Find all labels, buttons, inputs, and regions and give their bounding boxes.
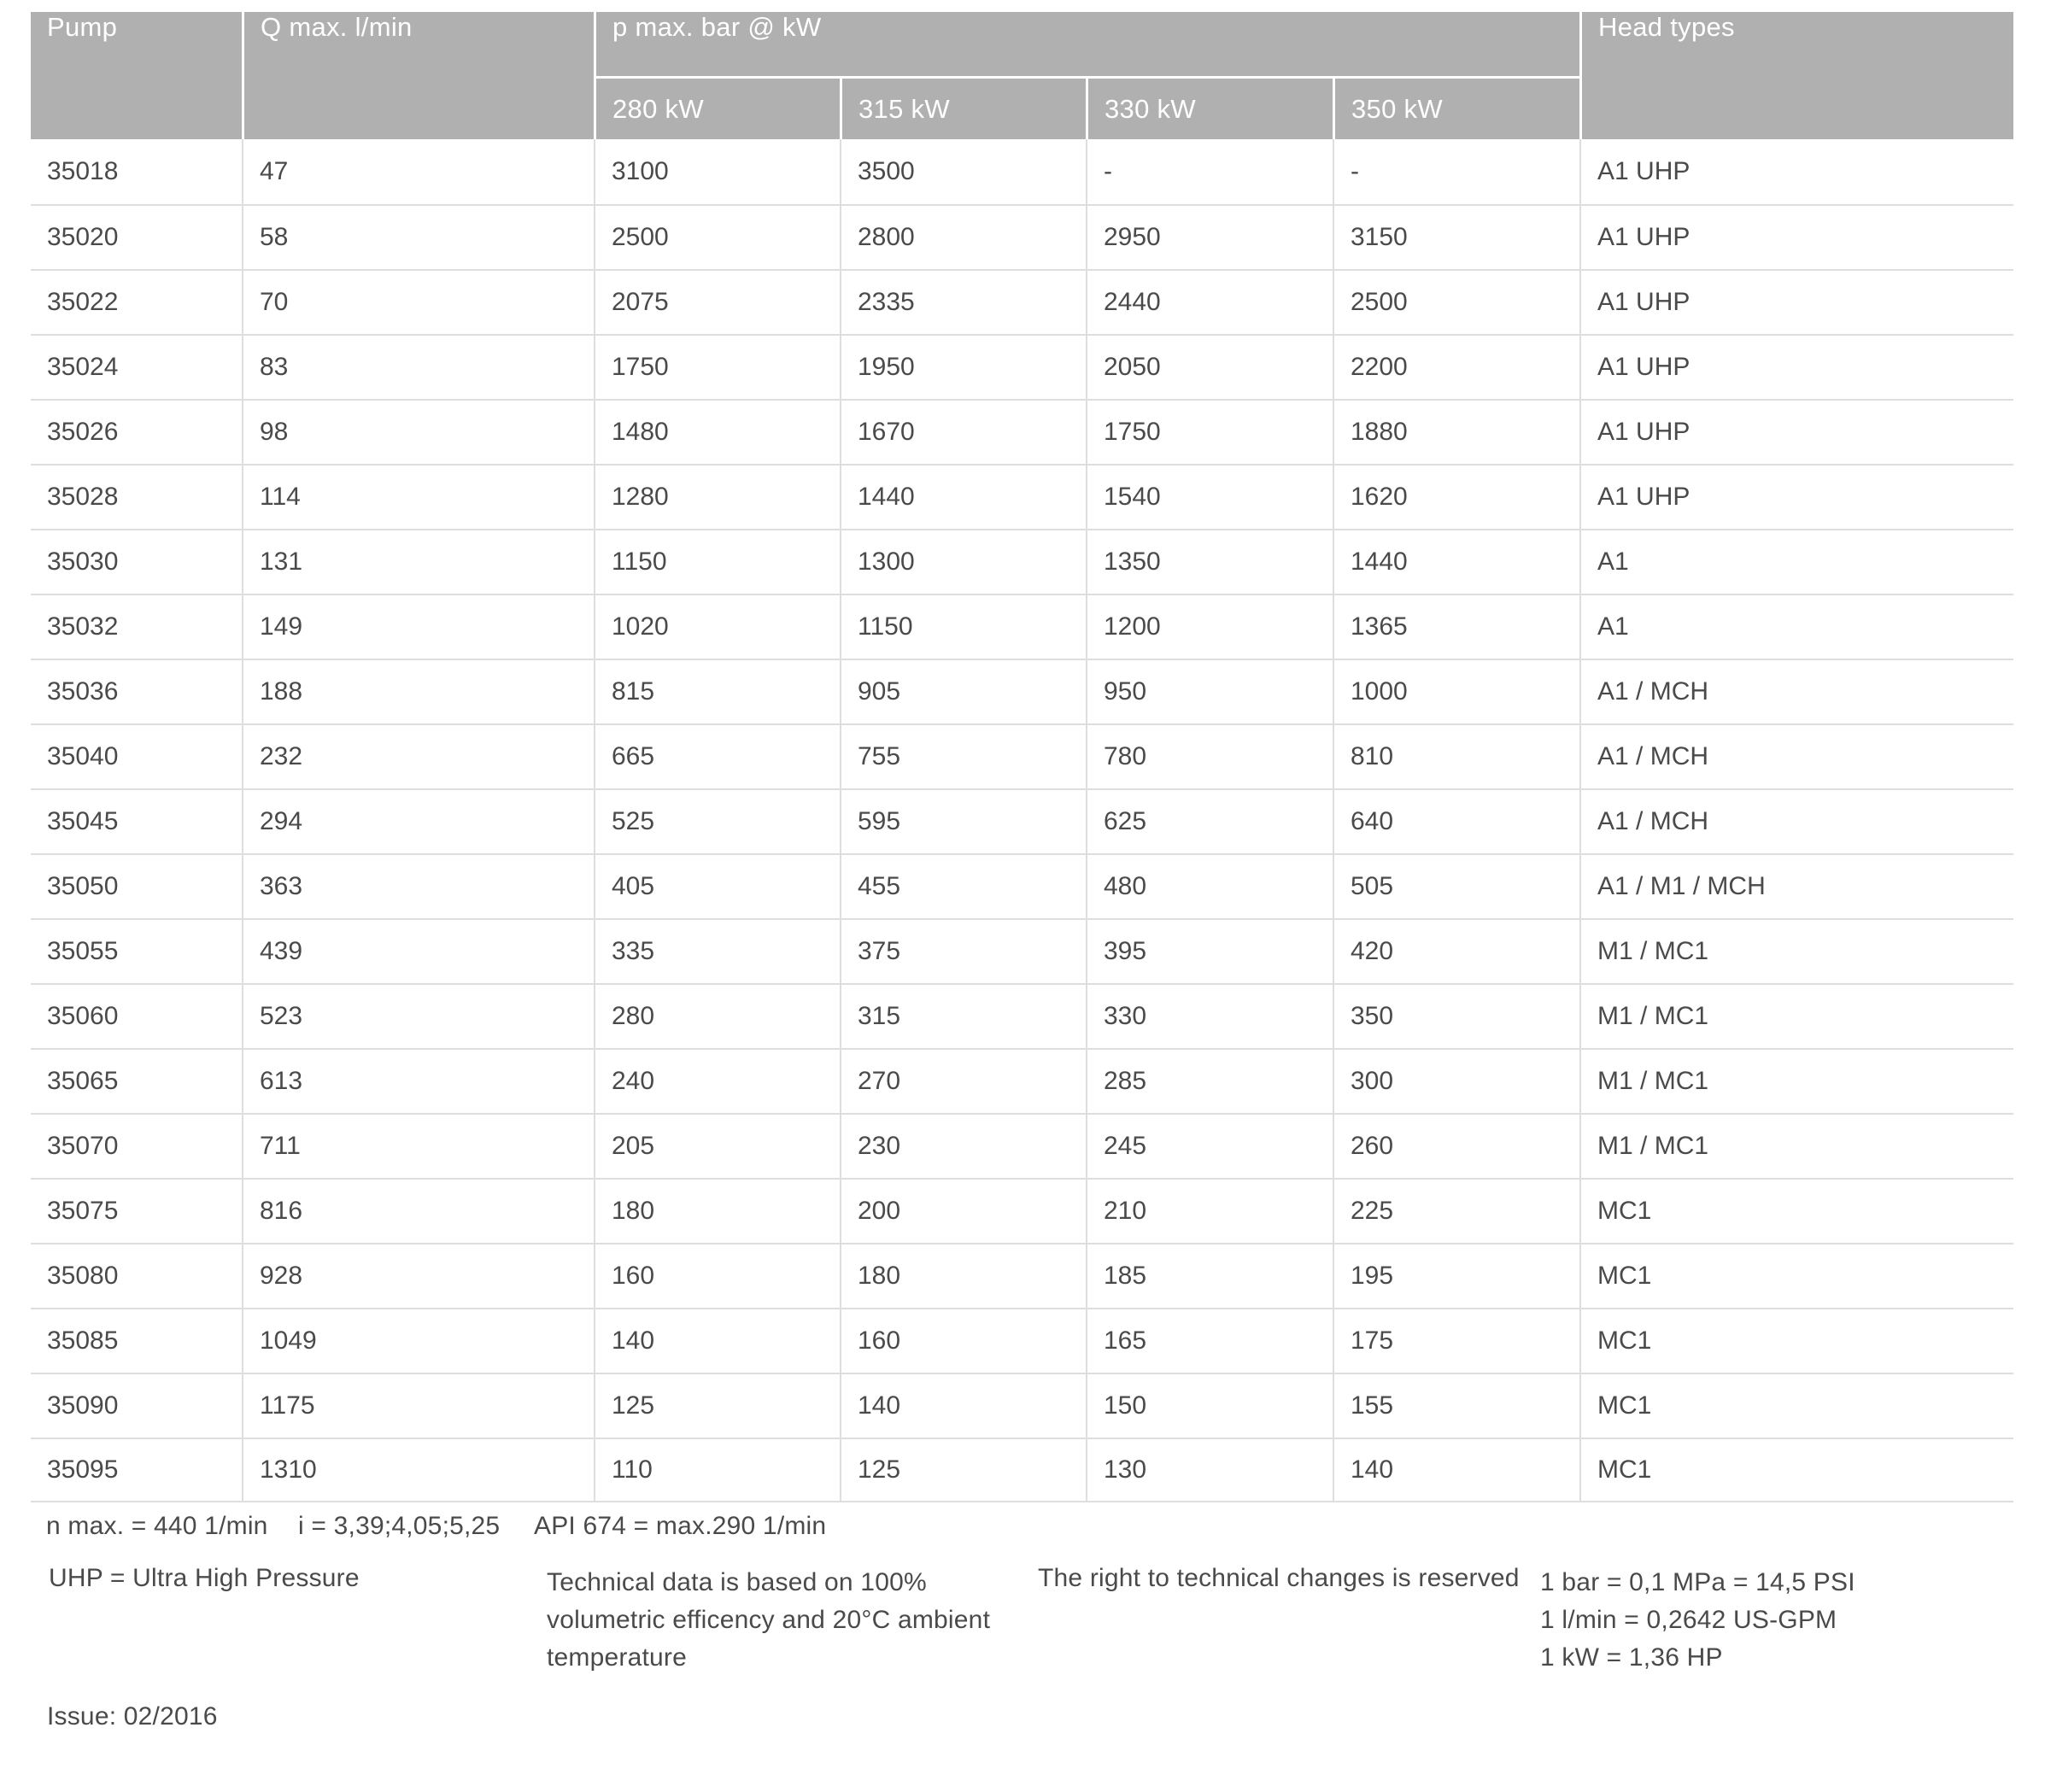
table-row xyxy=(31,399,2013,464)
cell-p-350kw: 155 xyxy=(1333,1373,1579,1438)
cell-p-350kw: 3150 xyxy=(1333,204,1579,269)
cell-head-types: MC1 xyxy=(1579,1308,2013,1373)
cell-p-350kw: 1365 xyxy=(1333,594,1579,659)
cell-p-280kw: 1020 xyxy=(594,594,840,659)
cell-p-330kw: 150 xyxy=(1086,1373,1333,1438)
cell-p-280kw: 405 xyxy=(594,853,840,918)
cell-p-315kw: 755 xyxy=(840,723,1086,788)
cell-p-330kw: 1350 xyxy=(1086,529,1333,594)
cell-pump: 35055 xyxy=(31,918,242,983)
table-row xyxy=(31,529,2013,594)
cell-head-types: A1 UHP xyxy=(1579,399,2013,464)
cell-q-max: 131 xyxy=(242,529,594,594)
cell-p-315kw: 315 xyxy=(840,983,1086,1048)
table-row xyxy=(31,918,2013,983)
cell-p-315kw: 375 xyxy=(840,918,1086,983)
cell-p-330kw: 165 xyxy=(1086,1308,1333,1373)
table-row xyxy=(31,659,2013,723)
cell-p-330kw: - xyxy=(1086,139,1333,204)
conversion-bar: 1 bar = 0,1 MPa = 14,5 PSI xyxy=(1540,1568,1855,1596)
cell-p-330kw: 130 xyxy=(1086,1438,1333,1502)
cell-p-350kw: - xyxy=(1333,139,1579,204)
cell-pump: 35032 xyxy=(31,594,242,659)
table-row xyxy=(31,1373,2013,1438)
cell-head-types: M1 / MC1 xyxy=(1579,1048,2013,1113)
cell-p-280kw: 160 xyxy=(594,1243,840,1308)
cell-pump: 35075 xyxy=(31,1178,242,1243)
column-header-p-max-group: p max. bar @ kW xyxy=(594,12,1579,76)
cell-head-types: A1 UHP xyxy=(1579,334,2013,399)
cell-p-315kw: 905 xyxy=(840,659,1086,723)
cell-p-280kw: 140 xyxy=(594,1308,840,1373)
cell-pump: 35040 xyxy=(31,723,242,788)
cell-p-315kw: 270 xyxy=(840,1048,1086,1113)
cell-head-types: A1 xyxy=(1579,529,2013,594)
cell-p-330kw: 480 xyxy=(1086,853,1333,918)
cell-q-max: 1175 xyxy=(242,1373,594,1438)
table-row xyxy=(31,1243,2013,1308)
table-row xyxy=(31,1438,2013,1502)
footnote-i-ratios: i = 3,39;4,05;5,25 xyxy=(298,1512,501,1540)
cell-q-max: 83 xyxy=(242,334,594,399)
cell-p-350kw: 350 xyxy=(1333,983,1579,1048)
cell-p-350kw: 260 xyxy=(1333,1113,1579,1178)
table-row xyxy=(31,334,2013,399)
cell-p-350kw: 1000 xyxy=(1333,659,1579,723)
cell-p-280kw: 335 xyxy=(594,918,840,983)
cell-pump: 35036 xyxy=(31,659,242,723)
column-header-q-max: Q max. l/min xyxy=(242,12,594,139)
table-row xyxy=(31,788,2013,853)
table-row xyxy=(31,1178,2013,1243)
cell-head-types: MC1 xyxy=(1579,1243,2013,1308)
footnote-api-674: API 674 = max.290 1/min xyxy=(534,1512,827,1540)
cell-p-280kw: 280 xyxy=(594,983,840,1048)
cell-pump: 35026 xyxy=(31,399,242,464)
issue-label: Issue: 02/2016 xyxy=(47,1702,218,1731)
cell-p-350kw: 1620 xyxy=(1333,464,1579,529)
cell-p-315kw: 3500 xyxy=(840,139,1086,204)
cell-p-315kw: 140 xyxy=(840,1373,1086,1438)
cell-pump: 35050 xyxy=(31,853,242,918)
cell-q-max: 363 xyxy=(242,853,594,918)
cell-p-315kw: 180 xyxy=(840,1243,1086,1308)
cell-p-280kw: 525 xyxy=(594,788,840,853)
cell-p-315kw: 1440 xyxy=(840,464,1086,529)
cell-p-350kw: 2200 xyxy=(1333,334,1579,399)
cell-q-max: 613 xyxy=(242,1048,594,1113)
cell-p-280kw: 1750 xyxy=(594,334,840,399)
column-header-350kw: 350 kW xyxy=(1333,76,1579,139)
cell-p-280kw: 205 xyxy=(594,1113,840,1178)
cell-p-280kw: 815 xyxy=(594,659,840,723)
cell-p-350kw: 505 xyxy=(1333,853,1579,918)
cell-head-types: A1 / MCH xyxy=(1579,723,2013,788)
cell-q-max: 1310 xyxy=(242,1438,594,1502)
footnote-n-max: n max. = 440 1/min xyxy=(46,1512,268,1540)
cell-p-330kw: 285 xyxy=(1086,1048,1333,1113)
column-header-315kw: 315 kW xyxy=(840,76,1086,139)
cell-p-280kw: 180 xyxy=(594,1178,840,1243)
cell-p-330kw: 780 xyxy=(1086,723,1333,788)
cell-p-330kw: 185 xyxy=(1086,1243,1333,1308)
cell-pump: 35070 xyxy=(31,1113,242,1178)
cell-head-types: MC1 xyxy=(1579,1373,2013,1438)
cell-head-types: A1 UHP xyxy=(1579,204,2013,269)
cell-q-max: 523 xyxy=(242,983,594,1048)
cell-q-max: 711 xyxy=(242,1113,594,1178)
cell-head-types: A1 UHP xyxy=(1579,269,2013,334)
table-header xyxy=(31,12,2013,139)
cell-p-315kw: 2335 xyxy=(840,269,1086,334)
table-row xyxy=(31,139,2013,204)
table-row xyxy=(31,269,2013,334)
cell-p-315kw: 1670 xyxy=(840,399,1086,464)
cell-p-315kw: 2800 xyxy=(840,204,1086,269)
cell-p-350kw: 640 xyxy=(1333,788,1579,853)
cell-p-350kw: 2500 xyxy=(1333,269,1579,334)
cell-p-280kw: 125 xyxy=(594,1373,840,1438)
cell-pump: 35085 xyxy=(31,1308,242,1373)
cell-p-350kw: 175 xyxy=(1333,1308,1579,1373)
cell-p-280kw: 240 xyxy=(594,1048,840,1113)
cell-p-350kw: 1880 xyxy=(1333,399,1579,464)
cell-head-types: A1 / MCH xyxy=(1579,659,2013,723)
cell-p-315kw: 1300 xyxy=(840,529,1086,594)
cell-p-350kw: 140 xyxy=(1333,1438,1579,1502)
cell-q-max: 1049 xyxy=(242,1308,594,1373)
cell-p-280kw: 3100 xyxy=(594,139,840,204)
cell-pump: 35028 xyxy=(31,464,242,529)
footnote-uhp: UHP = Ultra High Pressure xyxy=(49,1564,360,1592)
cell-p-330kw: 950 xyxy=(1086,659,1333,723)
cell-p-315kw: 1950 xyxy=(840,334,1086,399)
cell-p-330kw: 2950 xyxy=(1086,204,1333,269)
cell-head-types: A1 / MCH xyxy=(1579,788,2013,853)
cell-head-types: MC1 xyxy=(1579,1438,2013,1502)
cell-pump: 35020 xyxy=(31,204,242,269)
cell-q-max: 47 xyxy=(242,139,594,204)
cell-p-315kw: 160 xyxy=(840,1308,1086,1373)
cell-head-types: M1 / MC1 xyxy=(1579,918,2013,983)
table-row xyxy=(31,1113,2013,1178)
cell-p-330kw: 2440 xyxy=(1086,269,1333,334)
cell-p-280kw: 1480 xyxy=(594,399,840,464)
cell-q-max: 70 xyxy=(242,269,594,334)
table-row xyxy=(31,723,2013,788)
table-body xyxy=(31,139,2013,1502)
cell-p-315kw: 125 xyxy=(840,1438,1086,1502)
cell-q-max: 294 xyxy=(242,788,594,853)
cell-pump: 35060 xyxy=(31,983,242,1048)
cell-p-280kw: 110 xyxy=(594,1438,840,1502)
cell-q-max: 114 xyxy=(242,464,594,529)
cell-p-315kw: 200 xyxy=(840,1178,1086,1243)
cell-pump: 35045 xyxy=(31,788,242,853)
cell-q-max: 816 xyxy=(242,1178,594,1243)
cell-p-330kw: 1200 xyxy=(1086,594,1333,659)
conversion-lmin: 1 l/min = 0,2642 US-GPM xyxy=(1540,1606,1837,1634)
footnote-technical-data: Technical data is based on 100% volumetric efficency and 20°C ambient temperature xyxy=(547,1568,991,1672)
cell-pump: 35022 xyxy=(31,269,242,334)
cell-q-max: 98 xyxy=(242,399,594,464)
cell-p-330kw: 245 xyxy=(1086,1113,1333,1178)
table-row xyxy=(31,983,2013,1048)
cell-p-330kw: 1750 xyxy=(1086,399,1333,464)
cell-pump: 35095 xyxy=(31,1438,242,1502)
cell-head-types: A1 xyxy=(1579,594,2013,659)
cell-p-315kw: 230 xyxy=(840,1113,1086,1178)
cell-p-280kw: 665 xyxy=(594,723,840,788)
cell-q-max: 928 xyxy=(242,1243,594,1308)
cell-q-max: 149 xyxy=(242,594,594,659)
cell-q-max: 232 xyxy=(242,723,594,788)
cell-pump: 35018 xyxy=(31,139,242,204)
cell-p-280kw: 2075 xyxy=(594,269,840,334)
cell-p-330kw: 625 xyxy=(1086,788,1333,853)
pump-spec-table xyxy=(31,12,2013,1502)
column-header-330kw: 330 kW xyxy=(1086,76,1333,139)
cell-p-350kw: 225 xyxy=(1333,1178,1579,1243)
footnote-rights-reserved: The right to technical changes is reserved xyxy=(1038,1564,1520,1592)
column-header-pump: Pump xyxy=(31,12,242,139)
table-row xyxy=(31,594,2013,659)
column-header-280kw: 280 kW xyxy=(594,76,840,139)
table-row xyxy=(31,464,2013,529)
cell-p-330kw: 210 xyxy=(1086,1178,1333,1243)
cell-pump: 35080 xyxy=(31,1243,242,1308)
cell-head-types: A1 UHP xyxy=(1579,139,2013,204)
cell-p-350kw: 810 xyxy=(1333,723,1579,788)
cell-pump: 35030 xyxy=(31,529,242,594)
cell-head-types: A1 / M1 / MCH xyxy=(1579,853,2013,918)
cell-pump: 35065 xyxy=(31,1048,242,1113)
cell-p-350kw: 300 xyxy=(1333,1048,1579,1113)
table-row xyxy=(31,204,2013,269)
cell-p-330kw: 395 xyxy=(1086,918,1333,983)
conversion-kw: 1 kW = 1,36 HP xyxy=(1540,1643,1723,1672)
cell-p-330kw: 330 xyxy=(1086,983,1333,1048)
cell-head-types: A1 UHP xyxy=(1579,464,2013,529)
cell-q-max: 188 xyxy=(242,659,594,723)
cell-p-280kw: 1280 xyxy=(594,464,840,529)
cell-p-330kw: 2050 xyxy=(1086,334,1333,399)
table-row xyxy=(31,853,2013,918)
footnote-unit-conversions xyxy=(1540,1564,1855,1677)
table-row xyxy=(31,1308,2013,1373)
cell-p-350kw: 1440 xyxy=(1333,529,1579,594)
column-header-head-types: Head types xyxy=(1579,12,2013,139)
cell-p-350kw: 195 xyxy=(1333,1243,1579,1308)
cell-p-280kw: 2500 xyxy=(594,204,840,269)
table-row xyxy=(31,1048,2013,1113)
cell-p-315kw: 455 xyxy=(840,853,1086,918)
cell-q-max: 58 xyxy=(242,204,594,269)
cell-p-315kw: 1150 xyxy=(840,594,1086,659)
cell-head-types: MC1 xyxy=(1579,1178,2013,1243)
cell-p-280kw: 1150 xyxy=(594,529,840,594)
cell-p-330kw: 1540 xyxy=(1086,464,1333,529)
cell-pump: 35090 xyxy=(31,1373,242,1438)
cell-p-350kw: 420 xyxy=(1333,918,1579,983)
cell-head-types: M1 / MC1 xyxy=(1579,1113,2013,1178)
cell-p-315kw: 595 xyxy=(840,788,1086,853)
cell-pump: 35024 xyxy=(31,334,242,399)
cell-head-types: M1 / MC1 xyxy=(1579,983,2013,1048)
cell-q-max: 439 xyxy=(242,918,594,983)
